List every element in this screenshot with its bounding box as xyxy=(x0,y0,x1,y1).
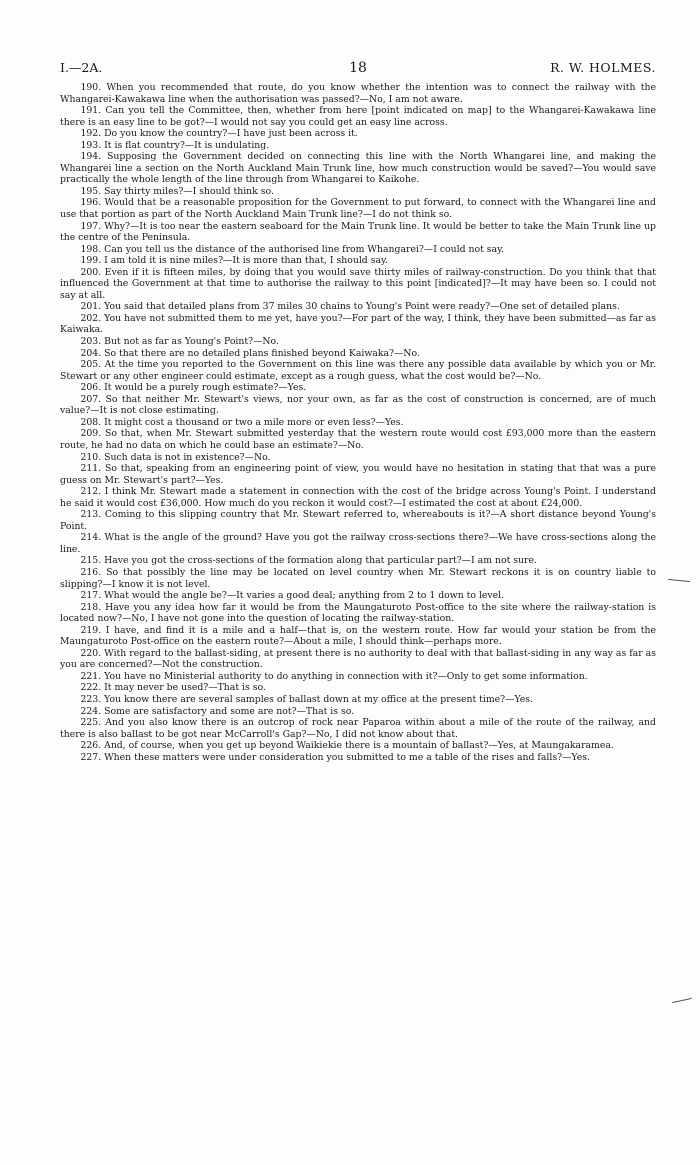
question-paragraph: 215. Have you got the cross-sections of the formation along that particular part?—I am not sure. xyxy=(80,555,537,567)
margin-mark xyxy=(672,998,692,1003)
question-paragraph: 213. Coming to this slipping country that Mr. Stewart referred to, whereabouts is it?—A short distance beyond Young's Point. xyxy=(60,509,656,532)
question-paragraph: 214. What is the angle of the ground? Have you got the railway cross-sections there?—We have cross-sections along the line. xyxy=(60,532,656,555)
report-code: I.—2A. xyxy=(60,60,103,75)
question-paragraph: 204. So that there are no detailed plans finished beyond Kaiwaka?—No. xyxy=(80,347,420,359)
question-paragraph: 201. You said that detailed plans from 37 miles 30 chains to Young's Point were ready?—One set of detailed plans. xyxy=(80,301,620,313)
question-paragraph: 217. What would the angle be?—It varies a good deal; anything from 2 to 1 down to level. xyxy=(80,590,505,602)
question-paragraph: 210. Such data is not in existence?—No. xyxy=(80,451,271,463)
page-number: 18 xyxy=(349,60,367,76)
question-paragraph: 221. You have no Ministerial authority to do anything in connection with it?—Only to get some information. xyxy=(80,670,588,682)
question-paragraph: 219. I have, and find it is a mile and a half—that is, on the western route. How far would your station be from the Maungaturoto Post-office on the eastern route?—About a mile, I should think—perhaps more. xyxy=(60,624,656,648)
question-paragraph: 211. So that, speaking from an engineering point of view, you would have no hesitation in stating that that was a pure guess on Mr. Stewart's part?—Yes. xyxy=(60,463,656,486)
question-paragraph: 223. You know there are several samples of ballast down at my office at the present time?—Yes. xyxy=(80,693,534,705)
question-paragraph: 206. It would be a purely rough estimate?—Yes. xyxy=(80,382,307,394)
question-paragraph: 218. Have you any idea how far it would be from the Maungaturoto Post-office to the site where the railway-station is located now?—No, I have not gone into the question of locating the railway-station. xyxy=(60,601,656,625)
question-paragraph: 194. Supposing the Government decided on connecting this line with the North Whangarei line, and making the Whangarei line a section on the North Auckland Main Trunk line, how much construction would be saved?—You would save practically the whole length of the line through from Whangarei to Kaikohe. xyxy=(60,151,656,186)
question-paragraph: 208. It might cost a thousand or two a mile more or even less?—Yes. xyxy=(80,416,404,428)
question-paragraph: 205. At the time you reported to the Government on this line was there any possible data available by which you or Mr. Stewart or any other engineer could estimate, except as a rough guess, what the cost would be?—No. xyxy=(60,359,656,382)
margin-mark xyxy=(668,579,690,582)
witness-name: R. W. HOLMES. xyxy=(550,60,656,75)
question-paragraph: 193. It is flat country?—It is undulating. xyxy=(80,139,270,151)
question-paragraph: 192. Do you know the country?—I have just been across it. xyxy=(80,128,358,140)
question-paragraph: 226. And, of course, when you get up beyond Waikiekie there is a mountain of ballast?—Yes, at Maungakaramea. xyxy=(80,740,614,752)
question-paragraph: 195. Say thirty miles?—I should think so. xyxy=(80,185,274,197)
page-header xyxy=(60,60,656,82)
document-page xyxy=(60,60,656,763)
question-paragraph: 199. I am told it is nine miles?—It is more than that, I should say. xyxy=(80,255,388,267)
question-paragraph: 190. When you recommended that route, do you know whether the intention was to connect the railway with the Whangarei-Kawakawa line when the authorisation was passed?—No, I am not aware. xyxy=(60,82,656,105)
question-paragraph: 212. I think Mr. Stewart made a statement in connection with the cost of the bridge across Young's Point. I understand he said it would cost £36,000. How much do you reckon it would cost?—I estimated the cost at about £24,000. xyxy=(60,486,656,509)
question-paragraph: 225. And you also know there is an outcrop of rock near Paparoa within about a mile of the route of the railway, and there is also ballast to be got near McCarroll's Gap?—No, I did not know about that. xyxy=(60,717,656,740)
question-paragraph: 197. Why?—It is too near the eastern seaboard for the Main Trunk line. It would be better to take the Main Trunk line up the centre of the Peninsula. xyxy=(60,220,656,244)
question-paragraph: 202. You have not submitted them to me yet, have you?—For part of the way, I think, they have been submitted—as far as Kaiwaka. xyxy=(60,312,656,336)
question-paragraph: 200. Even if it is fifteen miles, by doing that you would save thirty miles of railway-construction. Do you think that that influenced the Government at that time to authorise the railway to this point [indicated]?—It may have been so. I could not say at all. xyxy=(60,266,656,301)
testimony-text xyxy=(60,82,656,763)
question-paragraph: 196. Would that be a reasonable proposition for the Government to put forward, to connect with the Whangarei line and use that portion as part of the North Auckland Main Trunk line?—I do not think so. xyxy=(60,197,656,221)
question-paragraph: 198. Can you tell us the distance of the authorised line from Whangarei?—I could not say. xyxy=(80,243,505,255)
question-paragraph: 216. So that possibly the line may be located on level country when Mr. Stewart reckons it is on country liable to slipping?—I know it is not level. xyxy=(60,566,656,590)
question-paragraph: 191. Can you tell the Committee, then, whether from here [point indicated on map] to the Whangarei-Kawakawa line there is an easy line to be got?—I would not say you could get an easy line across. xyxy=(60,105,656,128)
question-paragraph: 207. So that neither Mr. Stewart's views, nor your own, as far as the cost of construction is concerned, are of much value?—It is not close estimating. xyxy=(60,393,656,417)
question-paragraph: 224. Some are satisfactory and some are not?—That is so. xyxy=(80,705,355,717)
question-paragraph: 222. It may never be used?—That is so. xyxy=(80,682,266,694)
question-paragraph: 220. With regard to the ballast-siding, at present there is no authority to deal with that ballast-siding in any way as far as you are concerned?—Not the construction. xyxy=(60,647,656,671)
question-paragraph: 227. When these matters were under consideration you submitted to me a table of the rises and falls?—Yes. xyxy=(80,751,590,763)
question-paragraph: 209. So that, when Mr. Stewart submitted yesterday that the western route would cost £93,000 more than the eastern route, he had no data on which he could base an estimate?—No. xyxy=(60,428,656,451)
question-paragraph: 203. But not as far as Young's Point?—No. xyxy=(80,336,279,348)
